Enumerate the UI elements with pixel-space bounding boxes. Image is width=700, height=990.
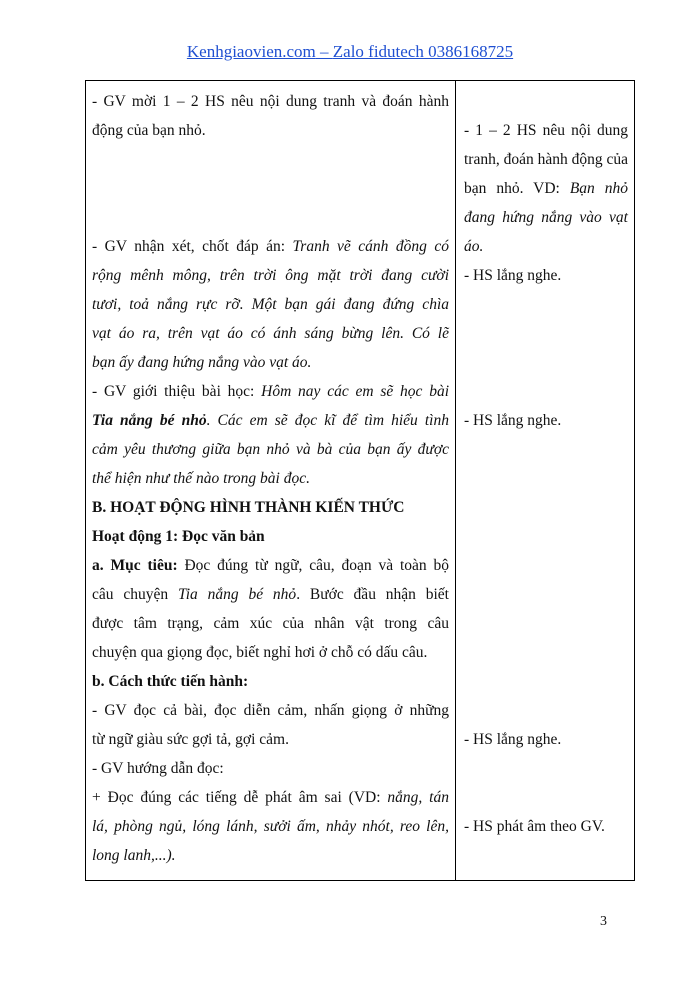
section-heading: B. HOẠT ĐỘNG HÌNH THÀNH KIẾN THỨC bbox=[92, 499, 405, 516]
text-line: - HS phát âm theo GV. bbox=[464, 818, 605, 835]
method-heading: b. Cách thức tiến hành: bbox=[92, 673, 249, 690]
lesson-plan-table bbox=[85, 80, 635, 881]
text-line: đang hứng nắng vào vạt bbox=[464, 209, 628, 226]
text-line: - HS lắng nghe. bbox=[464, 412, 562, 429]
site-link[interactable]: Kenhgiaovien.com – Zalo fidutech 0386168725 bbox=[186, 42, 514, 61]
text-line: vạt áo ra, trên vạt áo có ánh sáng bừng lên. Có lẽ bbox=[92, 325, 449, 342]
text-line: - HS lắng nghe. bbox=[464, 731, 562, 748]
activity-heading: Hoạt động 1: Đọc văn bản bbox=[92, 528, 265, 545]
text-line: cảm yêu thương giữa bạn nhỏ và bà của bạn ấy được bbox=[92, 441, 449, 458]
text-line: - GV hướng dẫn đọc: bbox=[92, 760, 224, 777]
text-line: rộng mênh mông, trên trời ông mặt trời đang cười bbox=[92, 267, 449, 284]
text-line: câu chuyện Tia nắng bé nhỏ. Bước đầu nhận biết bbox=[92, 586, 449, 603]
text-line: chuyện qua giọng đọc, biết nghỉ hơi ở chỗ có dấu câu. bbox=[92, 644, 428, 661]
text-line: - 1 – 2 HS nêu nội dung bbox=[464, 122, 628, 139]
text-line: Tia nắng bé nhỏ. Các em sẽ đọc kĩ để tìm hiểu tình bbox=[92, 412, 449, 429]
text-line: - GV mời 1 – 2 HS nêu nội dung tranh và đoán hành bbox=[92, 93, 449, 110]
text-line: thể hiện như thế nào trong bài đọc. bbox=[92, 470, 310, 487]
text-line: a. Mục tiêu: Đọc đúng từ ngữ, câu, đoạn và toàn bộ bbox=[92, 557, 449, 574]
text-line: - HS lắng nghe. bbox=[464, 267, 562, 284]
text-line: động của bạn nhỏ. bbox=[92, 122, 206, 139]
student-activities-column bbox=[456, 81, 635, 881]
text-line: long lanh,...). bbox=[92, 847, 176, 864]
text-line: - GV nhận xét, chốt đáp án: Tranh vẽ cánh đồng có bbox=[92, 238, 449, 255]
teacher-activities-column bbox=[86, 81, 456, 881]
text-line: bạn ấy đang hứng nắng vào vạt áo. bbox=[92, 354, 312, 371]
text-line: + Đọc đúng các tiếng dễ phát âm sai (VD: nắng, tán bbox=[92, 789, 449, 806]
text-line: từ ngữ giàu sức gợi tả, gợi cảm. bbox=[92, 731, 289, 748]
page-header bbox=[0, 42, 700, 62]
text-line: tranh, đoán hành động của bbox=[464, 151, 628, 168]
text-line: tươi, toả nắng rực rỡ. Một bạn gái đang đứng chìa bbox=[92, 296, 449, 313]
text-line: bạn nhỏ. VD: Bạn nhỏ bbox=[464, 180, 629, 197]
text-line: lá, phòng ngủ, lóng lánh, sưởi ấm, nhảy nhót, reo lên, bbox=[92, 818, 449, 835]
text-line: áo. bbox=[464, 238, 484, 255]
text-line: - GV đọc cả bài, đọc diễn cảm, nhấn giọng ở những bbox=[92, 702, 449, 719]
text-line: - GV giới thiệu bài học: Hôm nay các em sẽ học bài bbox=[92, 383, 449, 400]
page-number: 3 bbox=[600, 914, 607, 929]
text-line: được tâm trạng, cảm xúc của nhân vật trong câu bbox=[92, 615, 449, 632]
